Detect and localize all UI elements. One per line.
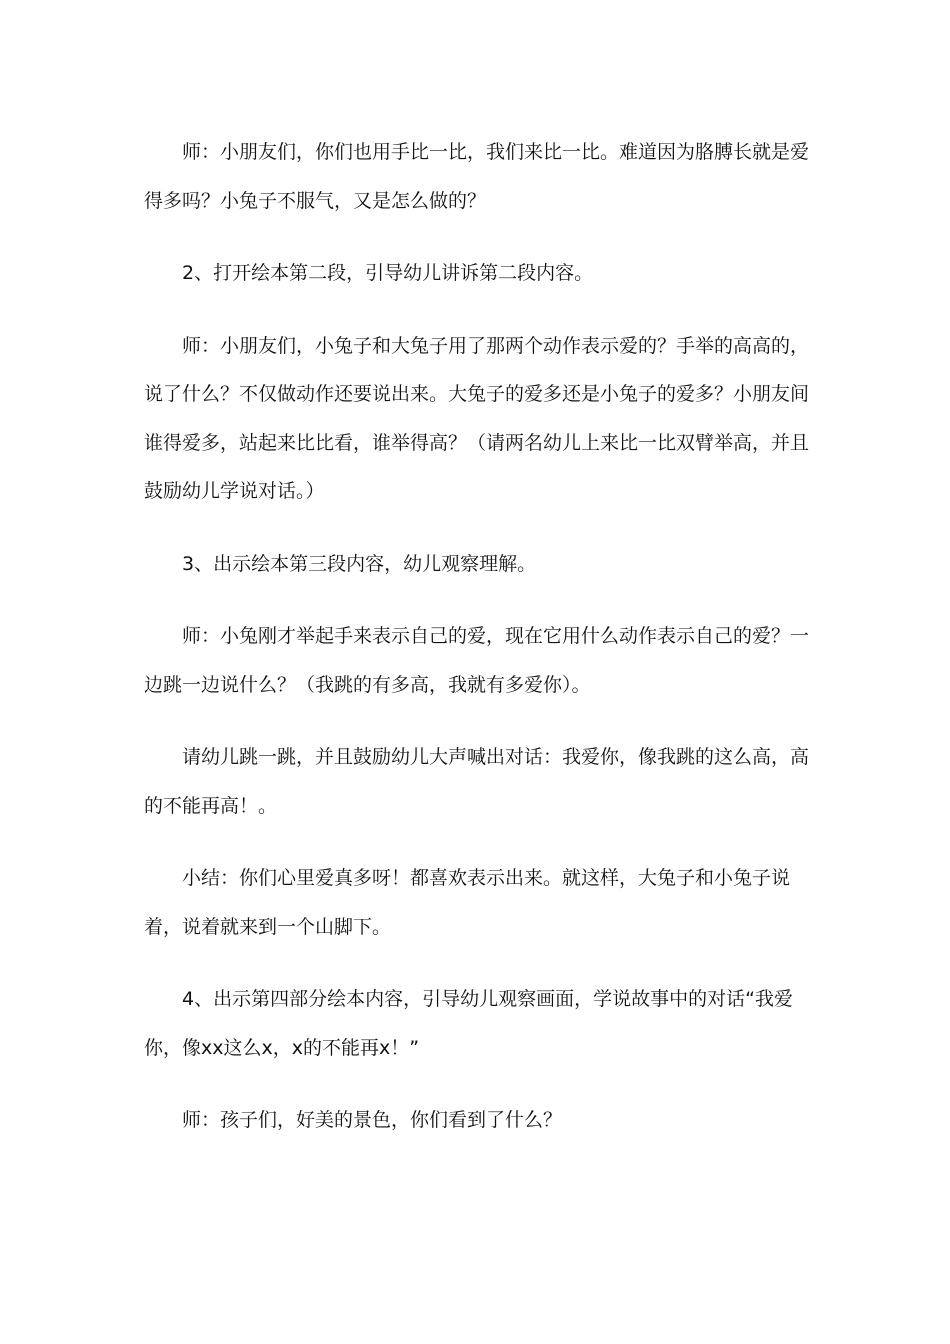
document-body	[144, 128, 814, 1169]
paragraph-step-3: 3、出示绘本第三段内容，幼儿观察理解。	[182, 552, 537, 575]
paragraph-teacher-compare-arms: 师：小朋友们，你们也用手比一比，我们来比一比。难道因为胳膊长就是爱得多吗？小兔子不服气，又是怎么做的？	[144, 141, 810, 212]
paragraph-children-jump: 请幼儿跳一跳，并且鼓励幼儿大声喊出对话：我爱你，像我跳的这么高，高的不能再高！。	[144, 746, 810, 817]
paragraph-teacher-scenery: 师：孩子们，好美的景色，你们看到了什么？	[182, 1109, 563, 1131]
paragraph-teacher-raise-hands: 师：小朋友们，小兔子和大兔子用了那两个动作表示爱的？手举的高高的，说了什么？不仅做动作还要说出来。大兔子的爱多还是小兔子的爱多？小朋友间谁得爱多，站起来比比看，谁举得高？（请两名幼儿上来比一比双臂举高，并且鼓励幼儿学说对话。）	[144, 334, 810, 502]
paragraph-step-4: 4、出示第四部分绘本内容，引导幼儿观察画面，学说故事中的对话“我爱你，像xx这么x，x的不能再x！”	[144, 988, 793, 1059]
paragraph-summary: 小结：你们心里爱真多呀！都喜欢表示出来。就这样，大兔子和小兔子说着，说着就来到一个山脚下。	[144, 867, 791, 938]
paragraph-step-2: 2、打开绘本第二段，引导幼儿讲诉第二段内容。	[182, 262, 594, 284]
paragraph-teacher-jump: 师：小兔刚才举起手来表示自己的爱，现在它用什么动作表示自己的爱？一边跳一边说什么？（我跳的有多高，我就有多爱你）。	[144, 625, 810, 696]
